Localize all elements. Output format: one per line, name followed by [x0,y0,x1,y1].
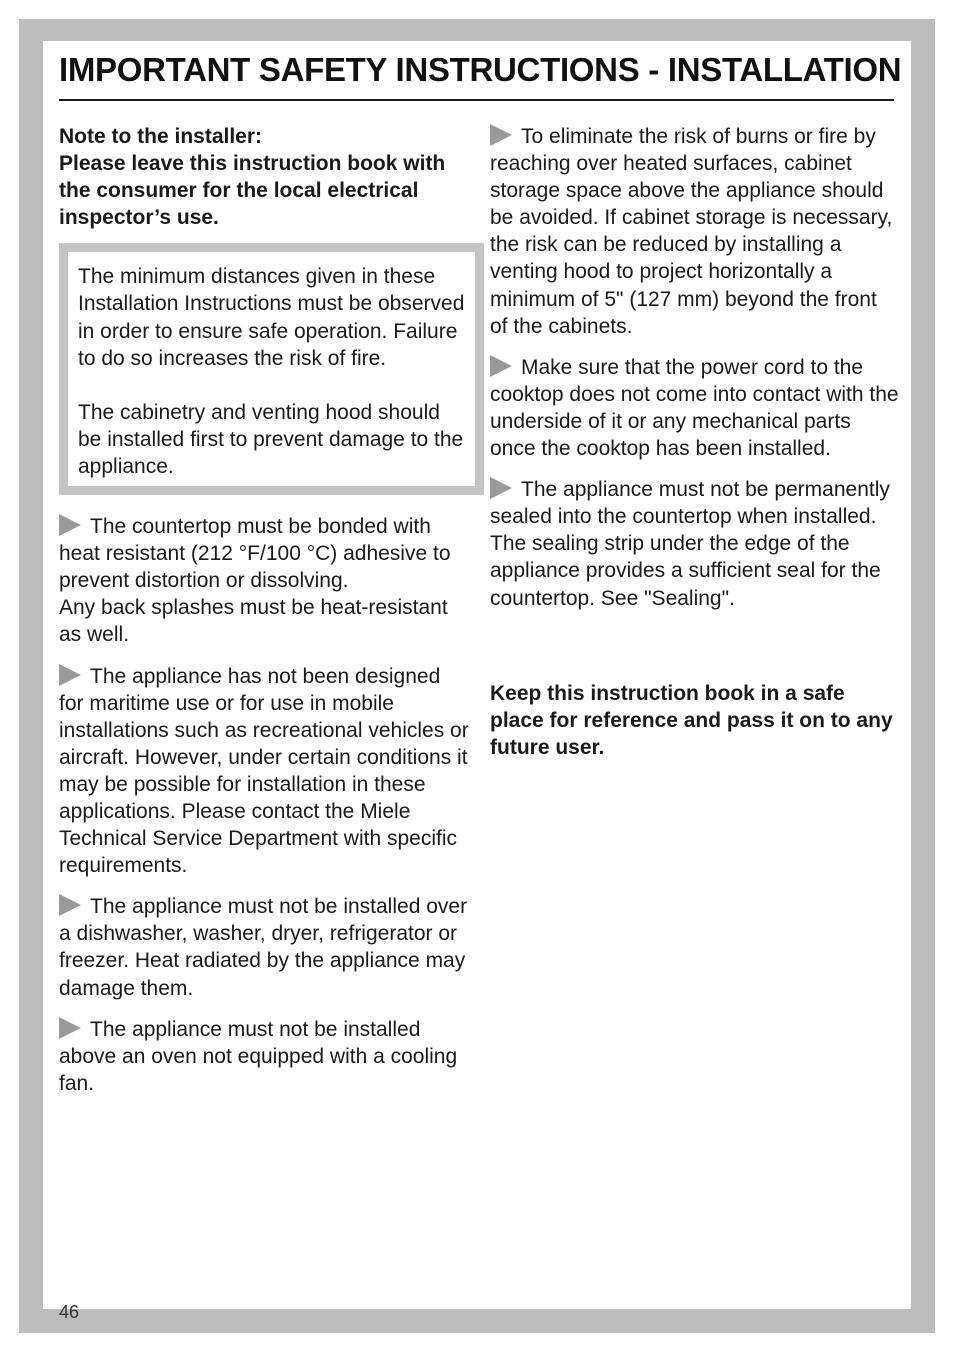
instruction-extra-text: Any back splashes must be heat-resistant as well. [59,596,448,647]
page-number: 46 [59,1302,80,1322]
triangle-bullet-icon [59,514,81,536]
instruction-text: The appliance must not be installed over a dishwasher, washer, dryer, refrigerator or freezer. Heat radiated by the appliance may damage them. [59,895,468,1000]
instruction-text: The countertop must be bonded with heat resistant (212 °F/100 °C) adhesive to prevent distortion or dissolving. [59,515,451,593]
instruction-text: The appliance has not been designed for maritime use or for use in mobile installations such as recreational vehicles or aircraft. However, under certain conditions it may be possible for installation in these applications. Please contact the Miele Technical Service Department with specific requirements. [59,664,469,878]
instruction-item [490,123,900,340]
keep-instructions-note: Keep this instruction book in a safe place for reference and pass it on to any future user. [490,681,893,759]
triangle-bullet-icon [490,124,512,146]
triangle-bullet-icon [59,894,81,916]
instruction-item [490,354,900,462]
instruction-text: The appliance must not be permanently sealed into the countertop when installed. The sealing strip under the edge of the appliance provides a sufficient seal for the countertop. See "Sealing". [490,478,890,610]
page-title: IMPORTANT SAFETY INSTRUCTIONS - INSTALLATION [59,51,902,88]
triangle-bullet-icon [490,477,512,499]
title-divider [59,99,894,101]
notice-paragraph-distances: The minimum distances given in these Installation Instructions must be observed in order to ensure safe operation. Failure to do so increases the risk of fire. [78,265,465,370]
right-column [490,123,900,775]
instruction-text: Make sure that the power cord to the cooktop does not come into contact with the underside of it or any mechanical parts once the cooktop has been installed. [490,355,899,461]
triangle-bullet-icon [59,664,81,686]
minimum-distances-notice-box [59,243,484,495]
notice-paragraph-cabinetry: The cabinetry and venting hood should be installed first to prevent damage to the appliance. [78,400,464,478]
instruction-item [59,663,469,880]
instruction-text: To eliminate the risk of burns or fire by reaching over heated surfaces, cabinet storage space above the appliance should be avoided. If cabinet storage is necessary, the risk can be reduced by installing a venting hood to project horizontally a minimum of 5" (127 mm) beyond the front of the cabinets. [490,125,893,338]
instruction-item [59,893,469,1001]
left-column [59,123,469,1111]
instruction-item [490,476,900,611]
instruction-item [59,1016,469,1097]
installer-note-body: Please leave this instruction book with the consumer for the local electrical inspector’s use. [59,152,446,230]
instruction-item [59,513,469,648]
instruction-text: The appliance must not be installed above an oven not equipped with a cooling fan. [59,1017,458,1095]
triangle-bullet-icon [59,1017,81,1039]
triangle-bullet-icon [490,355,512,377]
installer-note-heading: Note to the installer: [59,125,263,148]
